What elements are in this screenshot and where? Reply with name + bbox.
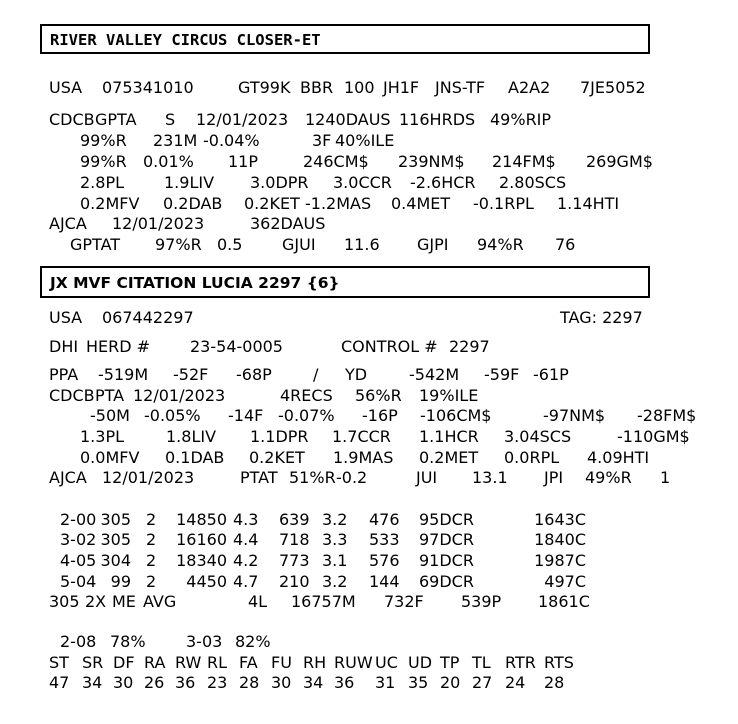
field-value: 304 [100,551,131,570]
field-value: 539P [461,592,502,611]
field-value: TAG: 2297 [560,308,643,327]
field-value: -2.6HCR [410,173,476,192]
field-value: 49%R [585,468,632,487]
field-value: 51%R [289,468,336,487]
field-value: 0.5 [217,235,243,254]
field-value: 99%R [80,131,127,150]
field-value: GPTAT [70,235,121,254]
field-value: S [165,110,176,129]
field-value: -0.07% [278,406,335,425]
field-value: 16160 [176,530,227,549]
trait-score: 35 [408,673,429,692]
field-value: 82% [235,632,271,651]
field-value: 76 [555,235,576,254]
field-value: AVG [143,592,177,611]
field-value: 3.0CCR [333,173,392,192]
field-value: 99%R [80,152,127,171]
field-value: 362DAUS [250,214,326,233]
field-value: 2X [85,592,107,611]
field-value: 732F [384,592,424,611]
field-value: 4450 [186,572,227,591]
field-value: 4.09HTI [587,448,650,467]
trait-score: 28 [239,673,260,692]
field-value: CDCB [49,110,95,129]
trait-code: RA [144,653,166,672]
field-value: 12/01/2023 [102,468,195,487]
field-value: 23-54-0005 [190,337,283,356]
field-value: 1 [660,468,671,487]
field-value: GPTA [95,110,137,129]
field-value: 3.1 [322,551,348,570]
field-value: 214FM$ [492,152,556,171]
field-value: 2297 [449,337,490,356]
field-value: GT99K [238,78,291,97]
field-value: -1.2MAS [305,194,372,213]
field-value: 3F [312,131,332,150]
trait-code: DF [113,653,135,672]
field-value: USA [49,78,83,97]
field-value: 210 [279,572,310,591]
field-value: 2-00 [60,510,97,529]
field-value: 14850 [176,510,227,529]
field-value: 1.9LIV [164,173,215,192]
field-value: 5-04 [60,572,97,591]
field-value: 4.4 [233,530,259,549]
field-value: USA [49,308,83,327]
trait-code: RH [303,653,327,672]
field-value: 12/01/2023 [196,110,289,129]
field-value: 1987C [534,551,586,570]
trait-score: 34 [82,673,103,692]
field-value: -97NM$ [543,406,606,425]
field-value: -519M [98,365,149,384]
field-value: 0.2DAB [163,194,223,213]
field-value: 99 [110,572,131,591]
trait-score: 26 [144,673,165,692]
field-value: JUI [416,468,438,487]
dam-title: JX MVF CITATION LUCIA 2297 {6} [40,266,650,298]
field-value: 3.2 [322,572,348,591]
field-value: PTA [95,386,125,405]
field-value: 49%RIP [490,110,552,129]
field-value: 18340 [176,551,227,570]
field-value: 1643C [534,510,586,529]
field-value: 116HRDS [399,110,476,129]
field-value: 91DCR [419,551,474,570]
field-value: 2 [146,551,157,570]
field-value: 305 [100,530,131,549]
field-value: -542M [409,365,460,384]
trait-code: ST [49,653,69,672]
field-value: 1.9MAS [333,448,394,467]
trait-score: 23 [207,673,228,692]
field-value: JNS-TF [435,78,486,97]
field-value: CONTROL # [341,337,438,356]
field-value: 2 [146,510,157,529]
field-value: 0.2KET [244,194,300,213]
trait-code: RUW [334,653,373,672]
field-value: 12/01/2023 [133,386,226,405]
field-value: -61P [533,365,569,384]
field-value: CDCB [49,386,95,405]
trait-code: TP [440,653,460,672]
field-value: 718 [279,530,310,549]
field-value: GJPI [417,235,449,254]
field-value: -0.1RPL [473,194,534,213]
field-value: 0.0MFV [80,448,140,467]
field-value: 497C [544,572,586,591]
field-value: -14F [228,406,264,425]
field-value: 4.7 [233,572,259,591]
field-value: 2-08 [60,632,97,651]
field-value: 2 [146,530,157,549]
field-value: BBR [300,78,334,97]
field-value: PTAT [240,468,278,487]
field-value: 3-02 [60,530,97,549]
field-value: 2 [146,572,157,591]
field-value: 4.2 [233,551,259,570]
trait-code: RTS [544,653,574,672]
field-value: / [313,365,319,384]
trait-score: 34 [303,673,324,692]
field-value: 7JE5052 [580,78,646,97]
field-value: 4RECS [280,386,333,405]
trait-score: 30 [271,673,292,692]
field-value: 3.0DPR [250,173,309,192]
field-value: 639 [279,510,310,529]
field-value: 3.2 [322,510,348,529]
trait-code: RTR [505,653,536,672]
trait-score: 20 [440,673,461,692]
field-value: -52F [173,365,209,384]
field-value: 246CM$ [303,152,369,171]
field-value: 1.14HTI [557,194,620,213]
field-value: 269GM$ [586,152,653,171]
field-value: 773 [279,551,310,570]
field-value: GJUI [282,235,316,254]
field-value: 12/01/2023 [112,214,205,233]
field-value: 4.3 [233,510,259,529]
field-value: -59F [484,365,520,384]
field-value: 2.80SCS [499,173,567,192]
trait-score: 28 [544,673,565,692]
field-value: 067442297 [102,308,194,327]
field-value: 11P [228,152,259,171]
trait-score: 31 [375,673,396,692]
field-value: DHI [49,337,79,356]
field-value: 1.3PL [80,427,125,446]
field-value: AJCA [49,214,87,233]
field-value: 94%R [477,235,524,254]
trait-score: 47 [49,673,70,692]
trait-code: SR [82,653,104,672]
trait-score: 36 [334,673,355,692]
field-value: 305 [100,510,131,529]
field-value: -0.05% [144,406,201,425]
field-value: -106CM$ [420,406,492,425]
trait-score: 27 [472,673,493,692]
field-value: -68P [236,365,272,384]
field-value: A2A2 [508,78,551,97]
field-value: 78% [110,632,146,651]
field-value: 0.0RPL [504,448,560,467]
field-value: 1.8LIV [166,427,217,446]
field-value: 0.2MFV [80,194,140,213]
field-value: 1.7CCR [332,427,391,446]
field-value: 305 [49,592,80,611]
sire-title: RIVER VALLEY CIRCUS CLOSER-ET [40,24,650,54]
field-value: 239NM$ [398,152,465,171]
trait-code: RL [207,653,228,672]
trait-code: UC [375,653,398,672]
field-value: 0.2KET [249,448,305,467]
trait-code: RW [175,653,202,672]
field-value: 13.1 [472,468,508,487]
field-value: 95DCR [419,510,474,529]
field-value: 40%ILE [335,131,395,150]
field-value: 075341010 [102,78,194,97]
field-value: 1240DAUS [305,110,391,129]
field-value: -16P [362,406,398,425]
field-value: -50M [90,406,130,425]
trait-code: FU [271,653,292,672]
field-value: 1.1DPR [250,427,309,446]
field-value: 576 [369,551,400,570]
field-value: 69DCR [419,572,474,591]
field-value: -0.2 [336,468,368,487]
field-value: 1840C [534,530,586,549]
field-value: 0.1DAB [165,448,225,467]
trait-score: 30 [113,673,134,692]
trait-score: 24 [505,673,526,692]
trait-code: TL [472,653,491,672]
field-value: 1.1HCR [419,427,479,446]
trait-code: UD [408,653,433,672]
field-value: JH1F [383,78,420,97]
field-value: 97%R [155,235,202,254]
trait-code: FA [239,653,258,672]
field-value: -110GM$ [617,427,690,446]
field-value: 3.3 [322,530,348,549]
field-value: JPI [544,468,564,487]
field-value: ME [112,592,136,611]
field-value: 100 [344,78,375,97]
field-value: 19%ILE [419,386,479,405]
field-value: HERD # [86,337,151,356]
field-value: 476 [369,510,400,529]
trait-score: 36 [175,673,196,692]
field-value: -28FM$ [637,406,697,425]
field-value: 4L [248,592,268,611]
field-value: 144 [369,572,400,591]
field-value: -0.04% [203,131,260,150]
field-value: YD [345,365,368,384]
field-value: PPA [49,365,79,384]
field-value: 2.8PL [80,173,125,192]
field-value: 4-05 [60,551,97,570]
field-value: 97DCR [419,530,474,549]
field-value: 3-03 [186,632,223,651]
field-value: 11.6 [344,235,380,254]
field-value: 3.04SCS [504,427,572,446]
field-value: 16757M [291,592,356,611]
field-value: 0.01% [143,152,194,171]
field-value: 0.4MET [391,194,451,213]
field-value: 533 [369,530,400,549]
field-value: 0.2MET [419,448,479,467]
field-value: 56%R [355,386,402,405]
field-value: 1861C [538,592,590,611]
field-value: AJCA [49,468,87,487]
field-value: 231M [153,131,198,150]
